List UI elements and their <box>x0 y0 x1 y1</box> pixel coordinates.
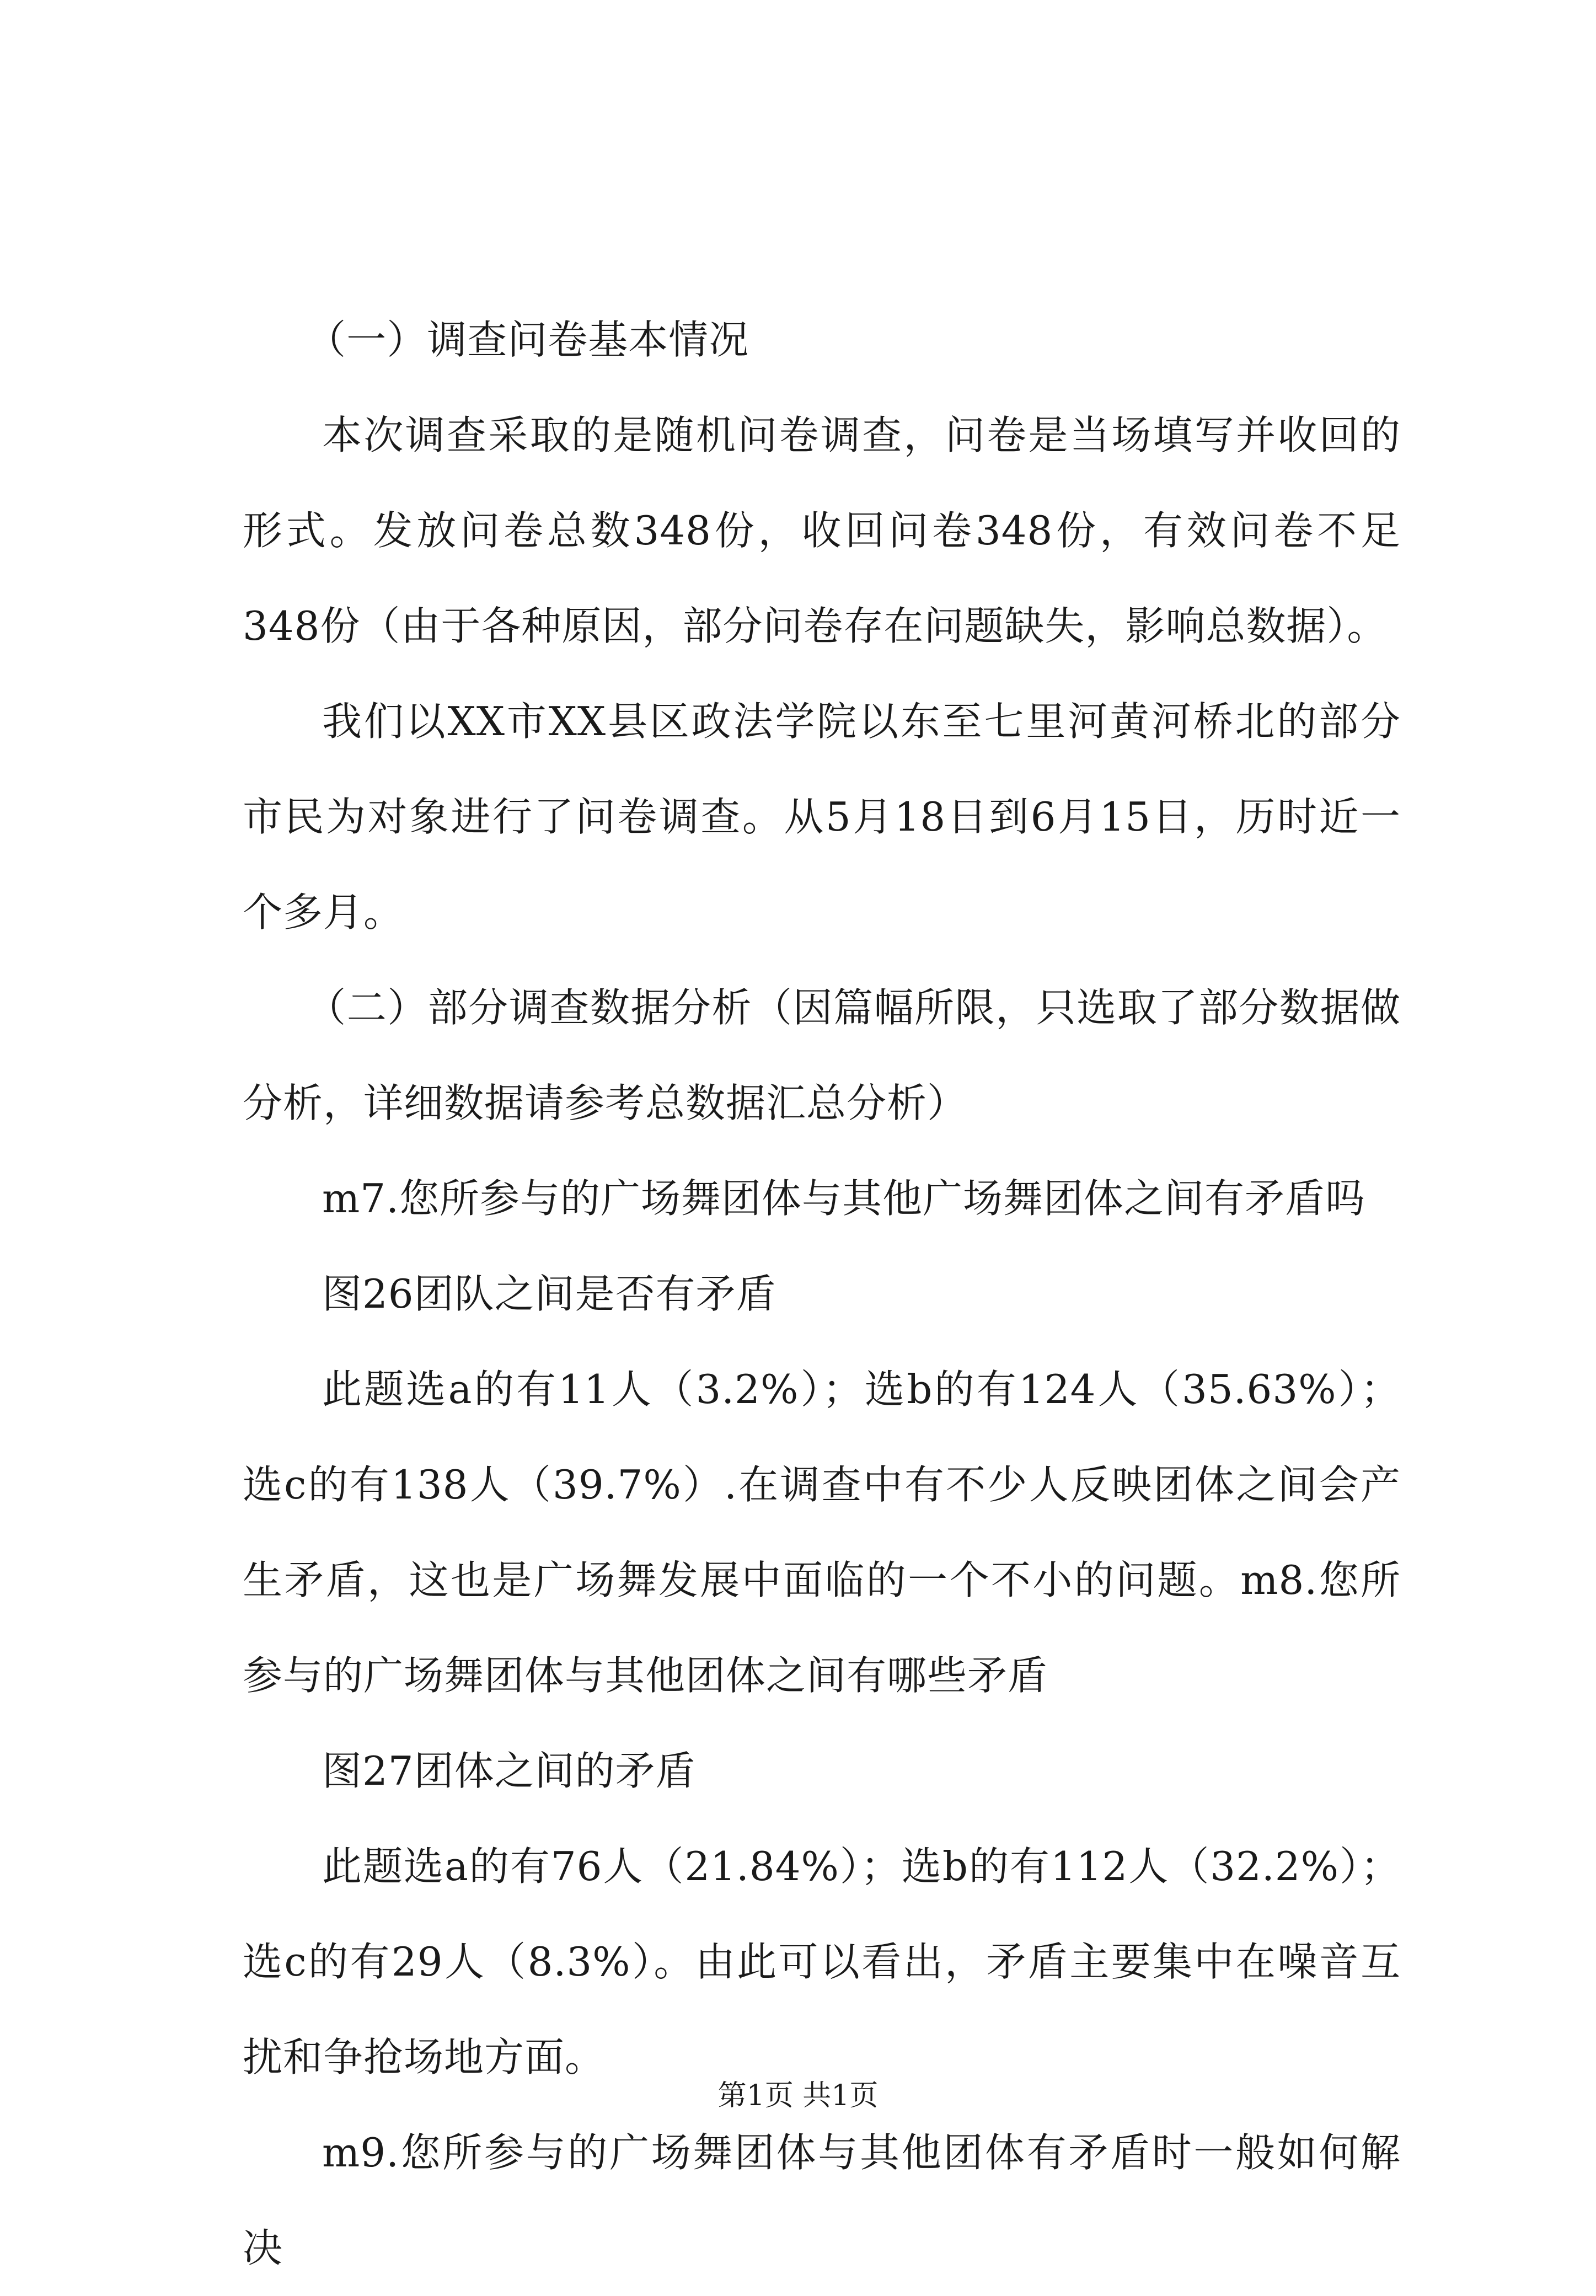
page-footer: 第1页 共1页 <box>717 2079 879 2112</box>
section-heading-data-analysis: （二）部分调查数据分析（因篇幅所限，只选取了部分数据做分析，详细数据请参考总数据汇总分析） <box>243 984 1401 1126</box>
question-m9: m9.您所参与的广场舞团体与其他团体有矛盾时一般如何解决 <box>243 2129 1401 2271</box>
section-heading-basic-info: （一）调查问卷基本情况 <box>306 317 749 363</box>
paragraph-m8-results: 此题选a的有76人（21.84%）；选b的有112人（32.2%）；选c的有29人（8.3%）。由此可以看出，矛盾主要集中在噪音互扰和争抢场地方面。 <box>243 1843 1401 2080</box>
paragraph-survey-scope: 我们以XX市XX县区政法学院以东至七里河黄河桥北的部分市民为对象进行了问卷调查。从5月18日到6月15日，历时近一个多月。 <box>243 698 1401 935</box>
figure-caption-26: 图26团队之间是否有矛盾 <box>322 1271 776 1317</box>
figure-caption-27: 图27团体之间的矛盾 <box>322 1748 696 1794</box>
paragraph-m7-results: 此题选a的有11人（3.2%）；选b的有124人（35.63%）；选c的有138人（39.7%）.在调查中有不少人反映团体之间会产生矛盾，这也是广场舞发展中面临的一个不小的问题。m8.您所参与的广场舞团体与其他团体之间有哪些矛盾 <box>243 1366 1401 1699</box>
question-m7: m7.您所参与的广场舞团体与其他广场舞团体之间有矛盾吗 <box>322 1175 1365 1222</box>
document-body <box>243 292 1401 2296</box>
paragraph-survey-method: 本次调查采取的是随机问卷调查，问卷是当场填写并收回的形式。发放问卷总数348份，收回问卷348份，有效问卷不足348份（由于各种原因，部分问卷存在问题缺失，影响总数据）。 <box>243 412 1401 649</box>
